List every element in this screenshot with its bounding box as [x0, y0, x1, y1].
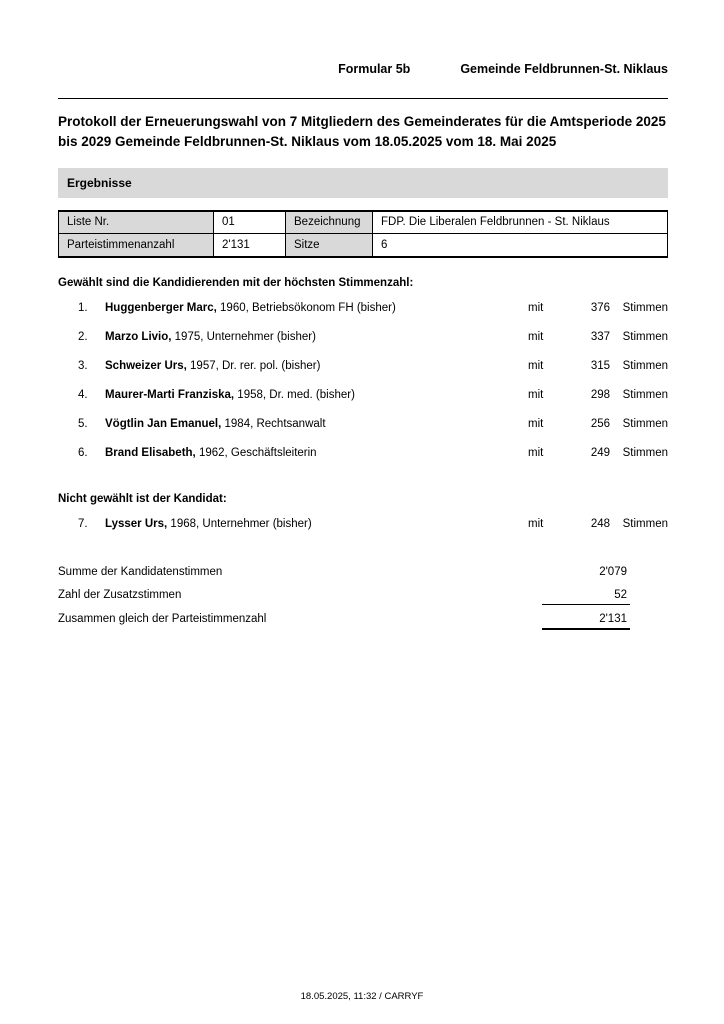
- candidate-mit-label: mit: [528, 359, 544, 372]
- candidate-mit-label: mit: [528, 388, 544, 401]
- candidate-name: [105, 389, 528, 401]
- candidate-votes: 248: [590, 517, 610, 530]
- candidate-name: [105, 418, 528, 430]
- candidate-details: 1958, Dr. med. (bisher): [234, 388, 355, 401]
- not-elected-heading: Nicht gewählt ist der Kandidat:: [58, 492, 227, 505]
- candidate-unit-label: Stimmen: [622, 330, 668, 343]
- form-number-label: Formular 5b: [338, 62, 411, 76]
- candidate-details: 1962, Geschäftsleiterin: [195, 446, 317, 459]
- candidate-details: 1957, Dr. rer. pol. (bisher): [186, 359, 321, 372]
- candidate-votes: 376: [590, 301, 610, 314]
- candidate-name-bold: Maurer-Marti Franziska,: [105, 388, 235, 401]
- candidate-unit-label: Stimmen: [622, 446, 668, 459]
- candidate-row: [58, 518, 668, 530]
- summary-value: 52: [542, 589, 630, 605]
- candidate-rank: 4.: [78, 388, 88, 401]
- table-row: [59, 234, 668, 257]
- candidate-row: [58, 302, 668, 314]
- candidate-votes: 337: [590, 330, 610, 343]
- bezeichnung-value-cell: FDP. Die Liberalen Feldbrunnen - St. Niklaus: [373, 211, 668, 234]
- candidate-details: 1960, Betriebsökonom FH (bisher): [216, 301, 396, 314]
- elected-heading: Gewählt sind die Kandidierenden mit der höchsten Stimmenzahl:: [58, 276, 414, 289]
- candidate-rank: 7.: [78, 517, 88, 530]
- candidate-votes: 256: [590, 417, 610, 430]
- candidate-rank: 3.: [78, 359, 88, 372]
- table-row: [59, 211, 668, 234]
- candidate-unit-label: Stimmen: [622, 517, 668, 530]
- header-rule: [58, 98, 668, 99]
- candidate-rank: 1.: [78, 301, 88, 314]
- candidate-name: [105, 447, 528, 459]
- document-page: [58, 0, 668, 1024]
- candidate-name-bold: Lysser Urs,: [105, 517, 168, 530]
- candidate-name-bold: Schweizer Urs,: [105, 359, 187, 372]
- candidate-unit-label: Stimmen: [622, 301, 668, 314]
- candidate-unit-label: Stimmen: [622, 359, 668, 372]
- summary-value: 2'131: [542, 613, 630, 630]
- candidate-votes: 315: [590, 359, 610, 372]
- liste-nr-value-cell: 01: [214, 211, 286, 234]
- section-bar-label: Ergebnisse: [67, 175, 132, 190]
- candidate-rank: 2.: [78, 330, 88, 343]
- candidate-name: [105, 518, 528, 530]
- list-info-table: [58, 210, 668, 258]
- page-title: Protokoll der Erneuerungswahl von 7 Mitgliedern des Gemeinderates für die Amtsperiode 2025 bis 2029 Gemeinde Feldbrunnen-St. Niklaus vom 18.05.2025 vom 18. Mai 2025: [58, 114, 666, 150]
- parteistimmen-label-cell: Parteistimmenanzahl: [59, 234, 214, 257]
- summary-row: [58, 589, 668, 605]
- candidate-name-bold: Vögtlin Jan Emanuel,: [105, 417, 222, 430]
- candidate-rank: 5.: [78, 417, 88, 430]
- candidate-name-bold: Brand Elisabeth,: [105, 446, 196, 459]
- candidate-details: 1984, Rechtsanwalt: [221, 417, 326, 430]
- candidate-name: [105, 360, 528, 372]
- candidate-name: [105, 302, 528, 314]
- summary-row: [58, 613, 668, 630]
- candidate-details: 1975, Unternehmer (bisher): [171, 330, 316, 343]
- footer-timestamp: 18.05.2025, 11:32 / CARRYF: [300, 991, 424, 1002]
- candidate-row: [58, 418, 668, 430]
- parteistimmen-value-cell: 2'131: [214, 234, 286, 257]
- candidate-details: 1968, Unternehmer (bisher): [167, 517, 312, 530]
- summary-label: Zahl der Zusatzstimmen: [58, 588, 182, 601]
- candidate-mit-label: mit: [528, 330, 544, 343]
- candidate-mit-label: mit: [528, 417, 544, 430]
- summary-value: 2'079: [599, 565, 627, 578]
- summary-row: [58, 566, 668, 581]
- candidate-mit-label: mit: [528, 301, 544, 314]
- candidate-row: [58, 331, 668, 343]
- summary-label: Summe der Kandidatenstimmen: [58, 565, 223, 578]
- candidate-name-bold: Huggenberger Marc,: [105, 301, 217, 314]
- candidate-row: [58, 360, 668, 372]
- sitze-value-cell: 6: [373, 234, 668, 257]
- candidate-name-bold: Marzo Livio,: [105, 330, 172, 343]
- candidate-votes: 249: [590, 446, 610, 459]
- candidate-unit-label: Stimmen: [622, 417, 668, 430]
- sitze-label-cell: Sitze: [286, 234, 373, 257]
- candidate-row: [58, 447, 668, 459]
- doc-header: [58, 0, 668, 76]
- municipality-label: Gemeinde Feldbrunnen-St. Niklaus: [460, 62, 668, 76]
- summary-label: Zusammen gleich der Parteistimmenzahl: [58, 612, 267, 625]
- candidate-votes: 298: [590, 388, 610, 401]
- section-bar-ergebnisse: [58, 168, 668, 198]
- liste-nr-label-cell: Liste Nr.: [59, 211, 214, 234]
- candidate-unit-label: Stimmen: [622, 388, 668, 401]
- bezeichnung-label-cell: Bezeichnung: [286, 211, 373, 234]
- candidate-row: [58, 389, 668, 401]
- candidate-rank: 6.: [78, 446, 88, 459]
- summary-section: [58, 566, 668, 630]
- candidate-mit-label: mit: [528, 517, 544, 530]
- candidate-mit-label: mit: [528, 446, 544, 459]
- candidate-name: [105, 331, 528, 343]
